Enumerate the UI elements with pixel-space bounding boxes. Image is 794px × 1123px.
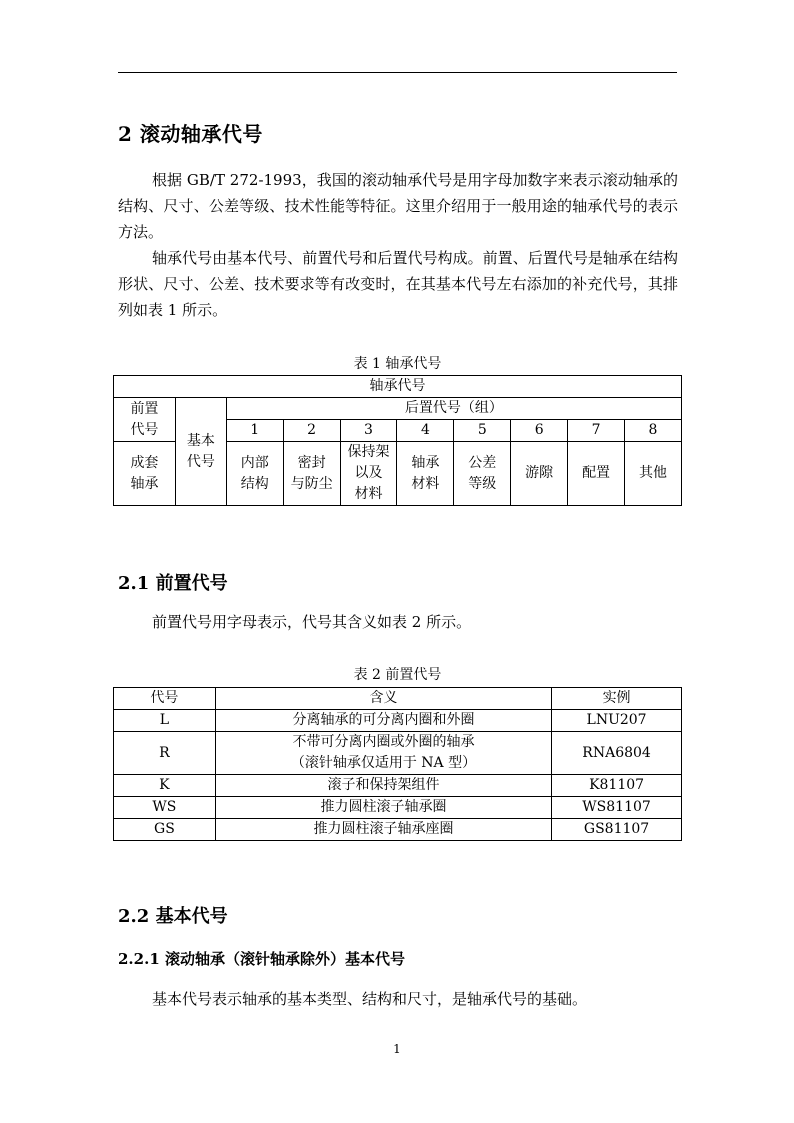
basic-code-header	[175, 398, 226, 506]
page-number: 1	[393, 1042, 401, 1056]
group-content-8	[625, 442, 682, 506]
row-example: RNA6804	[552, 732, 682, 775]
group-line: 结构	[240, 475, 269, 492]
group-number: 5	[454, 420, 511, 442]
prefix-code-content	[114, 442, 176, 506]
group-line: 游隙	[525, 465, 554, 481]
group-number: 8	[625, 420, 682, 442]
basic-code-header-line1: 基本	[186, 432, 215, 449]
table-row	[114, 775, 682, 797]
composition-paragraph: 轴承代号由基本代号、前置代号和后置代号构成。前置、后置代号是轴承在结构形状、尺寸、公差、技术要求等有改变时，在其基本代号左右添加的补充代号，其排列如表 1 所示。	[118, 249, 678, 319]
row-example: GS81107	[552, 819, 682, 841]
row-example: LNU207	[552, 710, 682, 732]
table1-header: 轴承代号	[114, 376, 682, 398]
section-2-1-title: 2.1 前置代号	[118, 573, 228, 594]
group-content-5	[454, 442, 511, 506]
prefix-code-table	[113, 687, 682, 841]
group-content-4	[397, 442, 454, 506]
prefix-content-line2: 轴承	[130, 475, 159, 492]
table2-header-meaning: 含义	[215, 688, 551, 710]
group-content-6	[511, 442, 568, 506]
row-meaning: 分离轴承的可分离内圈和外圈	[215, 710, 551, 732]
row-code: K	[114, 775, 216, 797]
row-meaning-line1: 不带可分离内圈或外圈的轴承	[292, 734, 475, 750]
table-row	[114, 797, 682, 819]
row-code: GS	[114, 819, 216, 841]
intro-paragraph: 根据 GB/T 272-1993，我国的滚动轴承代号是用字母加数字来表示滚动轴承的结构、尺寸、公差等级、技术性能等特征。这里介绍用于一般用途的轴承代号的表示方法。	[118, 171, 678, 241]
basic-code-header-line2: 代号	[186, 453, 215, 470]
row-meaning-line2: （滚针轴承仅适用于 NA 型）	[290, 755, 477, 771]
table1-caption: 表 1 轴承代号	[353, 356, 442, 372]
group-content-2	[283, 442, 340, 506]
prefix-content-line1: 成套	[130, 454, 159, 471]
group-number: 2	[283, 420, 340, 442]
group-number: 4	[397, 420, 454, 442]
section-2-2-1-title: 2.2.1 滚动轴承（滚针轴承除外）基本代号	[118, 950, 405, 968]
group-number: 7	[568, 420, 625, 442]
row-example: WS81107	[552, 797, 682, 819]
row-code: L	[114, 710, 216, 732]
group-line: 内部	[240, 454, 269, 471]
group-line: 轴承	[411, 454, 440, 471]
group-line: 材料	[411, 475, 440, 492]
group-line: 材料	[354, 486, 383, 502]
group-line: 保持架	[347, 444, 390, 460]
row-meaning: 推力圆柱滚子轴承圈	[215, 797, 551, 819]
group-number: 1	[226, 420, 283, 442]
group-line: 密封	[297, 454, 326, 471]
table-row	[114, 819, 682, 841]
group-line: 等级	[468, 475, 497, 492]
group-number: 3	[340, 420, 397, 442]
row-meaning: 滚子和保持架组件	[215, 775, 551, 797]
prefix-code-header-line2: 代号	[130, 421, 159, 438]
suffix-group-header: 后置代号（组）	[226, 398, 681, 420]
group-line: 其他	[639, 465, 667, 481]
header-rule	[118, 72, 677, 73]
group-line: 以及	[354, 465, 383, 481]
table2-header-example: 实例	[552, 688, 682, 710]
section-2-2-title: 2.2 基本代号	[118, 906, 228, 927]
group-content-1	[226, 442, 283, 506]
row-code: WS	[114, 797, 216, 819]
prefix-code-header	[114, 398, 176, 442]
section-2-1-paragraph: 前置代号用字母表示，代号其含义如表 2 所示。	[152, 613, 472, 631]
group-content-3	[340, 442, 397, 506]
group-line: 与防尘	[290, 475, 333, 492]
section-title: 2 滚动轴承代号	[118, 122, 263, 146]
row-code: R	[114, 732, 216, 775]
bearing-code-table	[113, 375, 682, 506]
table-row	[114, 710, 682, 732]
table2-header-code: 代号	[114, 688, 216, 710]
group-number: 6	[511, 420, 568, 442]
group-line: 配置	[582, 465, 611, 481]
group-line: 公差	[468, 454, 497, 471]
group-content-7	[568, 442, 625, 506]
row-meaning: 推力圆柱滚子轴承座圈	[215, 819, 551, 841]
prefix-code-header-line1: 前置	[130, 400, 159, 417]
table-row	[114, 732, 682, 775]
row-meaning	[215, 732, 551, 775]
section-2-2-1-paragraph: 基本代号表示轴承的基本类型、结构和尺寸，是轴承代号的基础。	[152, 990, 588, 1008]
row-example: K81107	[552, 775, 682, 797]
table2-caption: 表 2 前置代号	[353, 667, 442, 683]
